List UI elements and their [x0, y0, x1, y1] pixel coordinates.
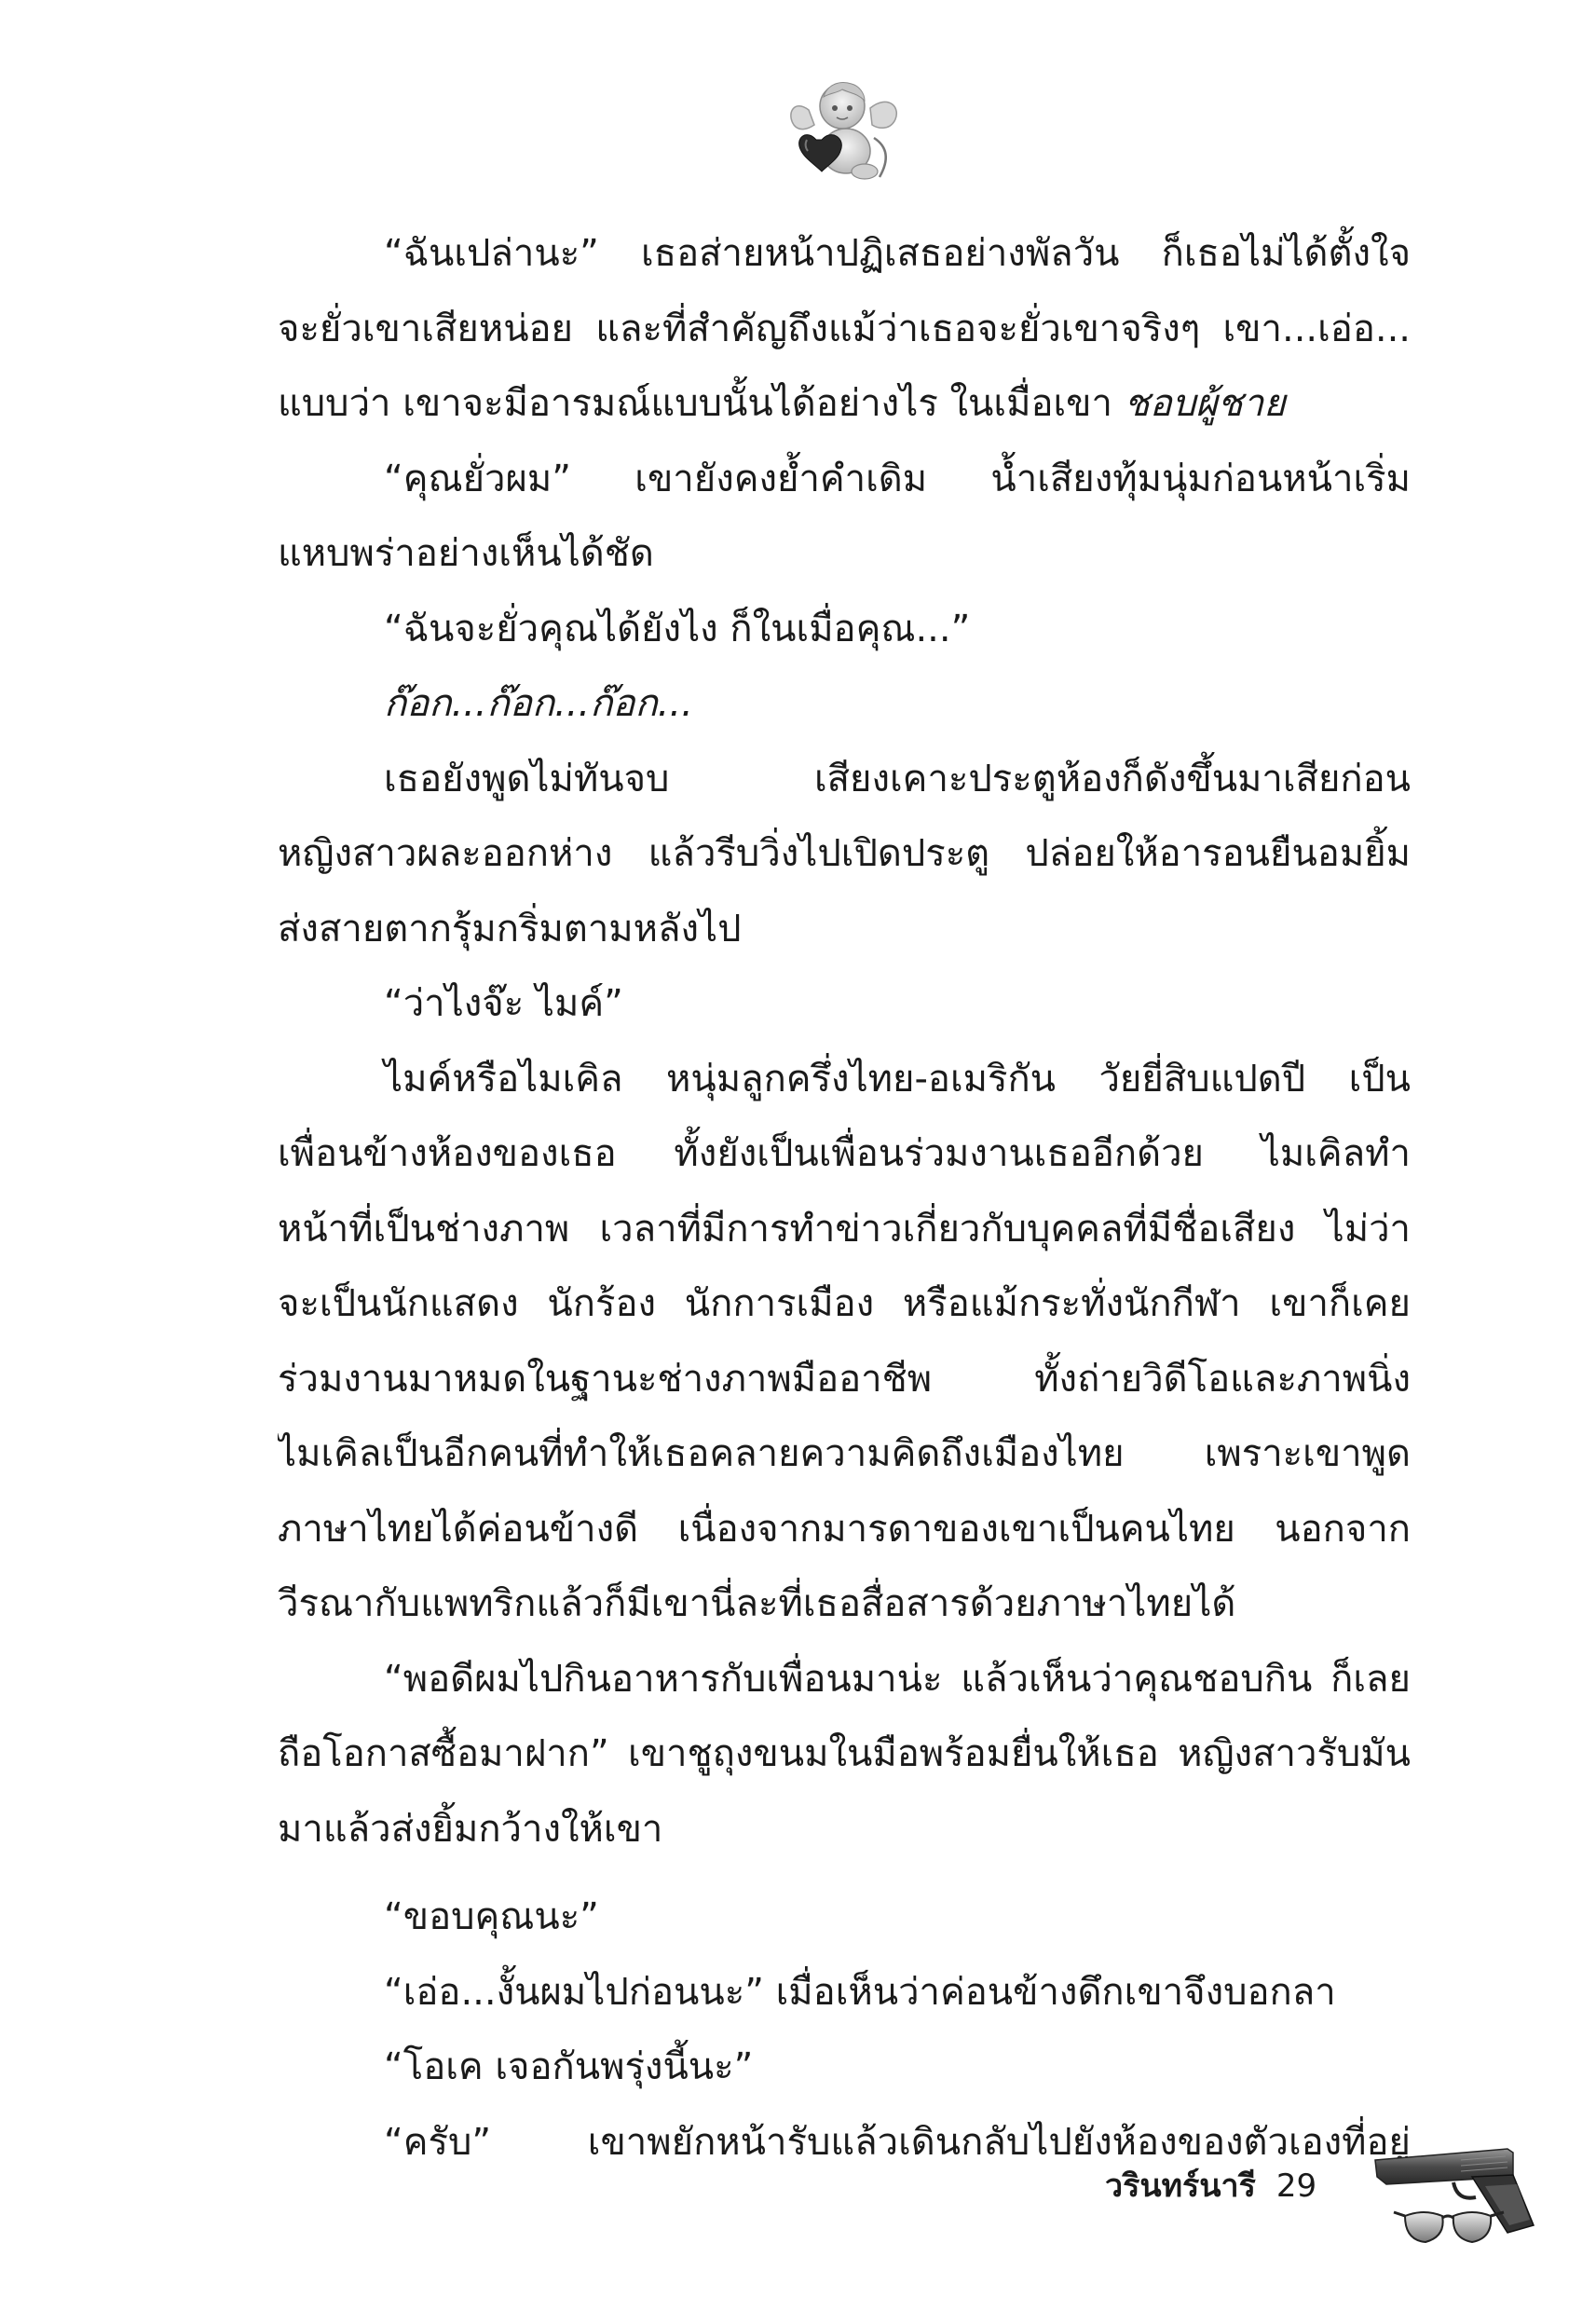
- italic-emphasis: ชอบผู้ชาย: [1124, 382, 1286, 425]
- text-line: [278, 442, 1411, 517]
- text-line-content: มาแล้วส่งยิ้มกว้างให้เขา: [278, 1807, 663, 1851]
- page-number: 29: [1275, 2167, 1317, 2205]
- text-line: [278, 666, 1411, 742]
- text-line-content: “เอ่อ...งั้นผมไปก่อนนะ” เมื่อเห็นว่าค่อนข้างดึกเขาจึงบอกลา: [384, 1970, 1336, 2014]
- text-line-content: ไมเคิลเป็นอีกคนที่ทำให้เธอคลายความคิดถึงเมืองไทย เพราะเขาพูด: [278, 1432, 1411, 1475]
- paragraph: [278, 2030, 1411, 2105]
- text-line: [278, 1266, 1411, 1342]
- text-line-content: แบบว่า เขาจะมีอารมณ์แบบนั้นได้อย่างไร ในเมื่อเขา: [278, 382, 1125, 425]
- paragraph: [278, 592, 1411, 667]
- paragraph: [278, 442, 1411, 592]
- text-line: [278, 366, 1411, 442]
- text-line: [278, 1955, 1411, 2031]
- text-line: [278, 592, 1411, 667]
- paragraph-spacer: [278, 1867, 1411, 1880]
- text-line-content: วีรณากับแพทริกแล้วก็มีเขานี่ละที่เธอสื่อสารด้วยภาษาไทยได้: [278, 1582, 1236, 1625]
- text-line-content: จะยั่วเขาเสียหน่อย และที่สำคัญถึงแม้ว่าเธอจะยั่วเขาจริงๆ เขา...เอ่อ...: [278, 307, 1411, 350]
- text-line: [278, 1792, 1411, 1867]
- pistol-sunglasses-icon: [1368, 2140, 1554, 2251]
- text-line-content: หญิงสาวผละออกห่าง แล้วรีบวิ่งไปเปิดประตู ปล่อยให้อารอนยืนอมยิ้ม: [278, 832, 1411, 875]
- text-line-content: ถือโอกาสซื้อมาฝาก” เขาชูถุงขนมในมือพร้อมยื่นให้เธอ หญิงสาวรับมัน: [278, 1732, 1411, 1775]
- text-line-content: ไมค์หรือไมเคิล หนุ่มลูกครึ่งไทย-อเมริกัน วัยยี่สิบแปดปี เป็น: [384, 1057, 1411, 1101]
- text-line: [278, 892, 1411, 967]
- text-line: [278, 1416, 1411, 1492]
- text-line: [278, 216, 1411, 292]
- paragraph: [278, 1642, 1411, 1867]
- paragraph: [278, 216, 1411, 442]
- text-line-content: “ครับ” เขาพยักหน้ารับแล้วเดินกลับไปยังห้องของตัวเองที่อยู่: [384, 2120, 1411, 2164]
- paragraph: [278, 1955, 1411, 2031]
- text-line: [278, 1566, 1411, 1642]
- text-line: [278, 1642, 1411, 1717]
- text-line: [278, 1192, 1411, 1267]
- text-line: [278, 2030, 1411, 2105]
- paragraph: [278, 666, 1411, 742]
- chapter-body-text: [278, 216, 1411, 2180]
- text-line-content: “โอเค เจอกันพรุ่งนี้นะ”: [384, 2045, 754, 2088]
- cupid-heart-icon: [784, 73, 906, 185]
- text-line: [278, 1116, 1411, 1192]
- text-line-content: “ฉันจะยั่วคุณได้ยังไง ก็ในเมื่อคุณ...”: [384, 607, 971, 650]
- text-line-content: “คุณยั่วผม” เขายังคงย้ำคำเดิม น้ำเสียงทุ้มนุ่มก่อนหน้าเริ่ม: [384, 457, 1411, 500]
- paragraph: [278, 1880, 1411, 1955]
- text-line: [278, 742, 1411, 817]
- text-line: [278, 1880, 1411, 1955]
- text-line-content: หน้าที่เป็นช่างภาพ เวลาที่มีการทำข่าวเกี่ยวกับบุคคลที่มีชื่อเสียง ไม่ว่า: [278, 1207, 1411, 1251]
- page-footer: [1105, 2167, 1316, 2205]
- book-title: วรินทร์นารี: [1105, 2167, 1256, 2205]
- text-line: [278, 516, 1411, 592]
- text-line: [278, 816, 1411, 892]
- text-line-content: ภาษาไทยได้ค่อนข้างดี เนื่องจากมารดาของเขาเป็นคนไทย นอกจาก: [278, 1507, 1411, 1551]
- text-line: [278, 1342, 1411, 1417]
- text-line-content: “ขอบคุณนะ”: [384, 1895, 599, 1938]
- paragraph: [278, 742, 1411, 967]
- text-line-content: “ว่าไงจ๊ะ ไมค์”: [384, 982, 623, 1025]
- text-line-content: ส่งสายตากรุ้มกริ่มตามหลังไป: [278, 907, 742, 950]
- text-line: [278, 1492, 1411, 1567]
- paragraph: [278, 966, 1411, 1042]
- text-line-content: จะเป็นนักแสดง นักร้อง นักการเมือง หรือแม้กระทั่งนักกีฬา เขาก็เคย: [278, 1282, 1411, 1325]
- text-line: [278, 1716, 1411, 1792]
- text-line-content: “พอดีผมไปกินอาหารกับเพื่อนมาน่ะ แล้วเห็นว่าคุณชอบกิน ก็เลย: [384, 1657, 1411, 1701]
- text-line: [278, 1042, 1411, 1117]
- text-line: [278, 966, 1411, 1042]
- text-line-content: แหบพร่าอย่างเห็นได้ชัด: [278, 532, 654, 575]
- text-line-content: ก๊อก...ก๊อก...ก๊อก...: [384, 682, 693, 725]
- text-line: [278, 292, 1411, 367]
- text-line-content: เธอยังพูดไม่ทันจบ เสียงเคาะประตูห้องก็ดังขึ้นมาเสียก่อน: [384, 757, 1411, 800]
- text-line-content: เพื่อนข้างห้องของเธอ ทั้งยังเป็นเพื่อนร่วมงานเธออีกด้วย ไมเคิลทำ: [278, 1132, 1411, 1175]
- text-line-content: ร่วมงานมาหมดในฐานะช่างภาพมืออาชีพ ทั้งถ่ายวิดีโอและภาพนิ่ง: [278, 1357, 1411, 1401]
- text-line-content: “ฉันเปล่านะ” เธอส่ายหน้าปฏิเสธอย่างพัลวัน ก็เธอไม่ได้ตั้งใจ: [384, 232, 1411, 275]
- paragraph: [278, 1042, 1411, 1642]
